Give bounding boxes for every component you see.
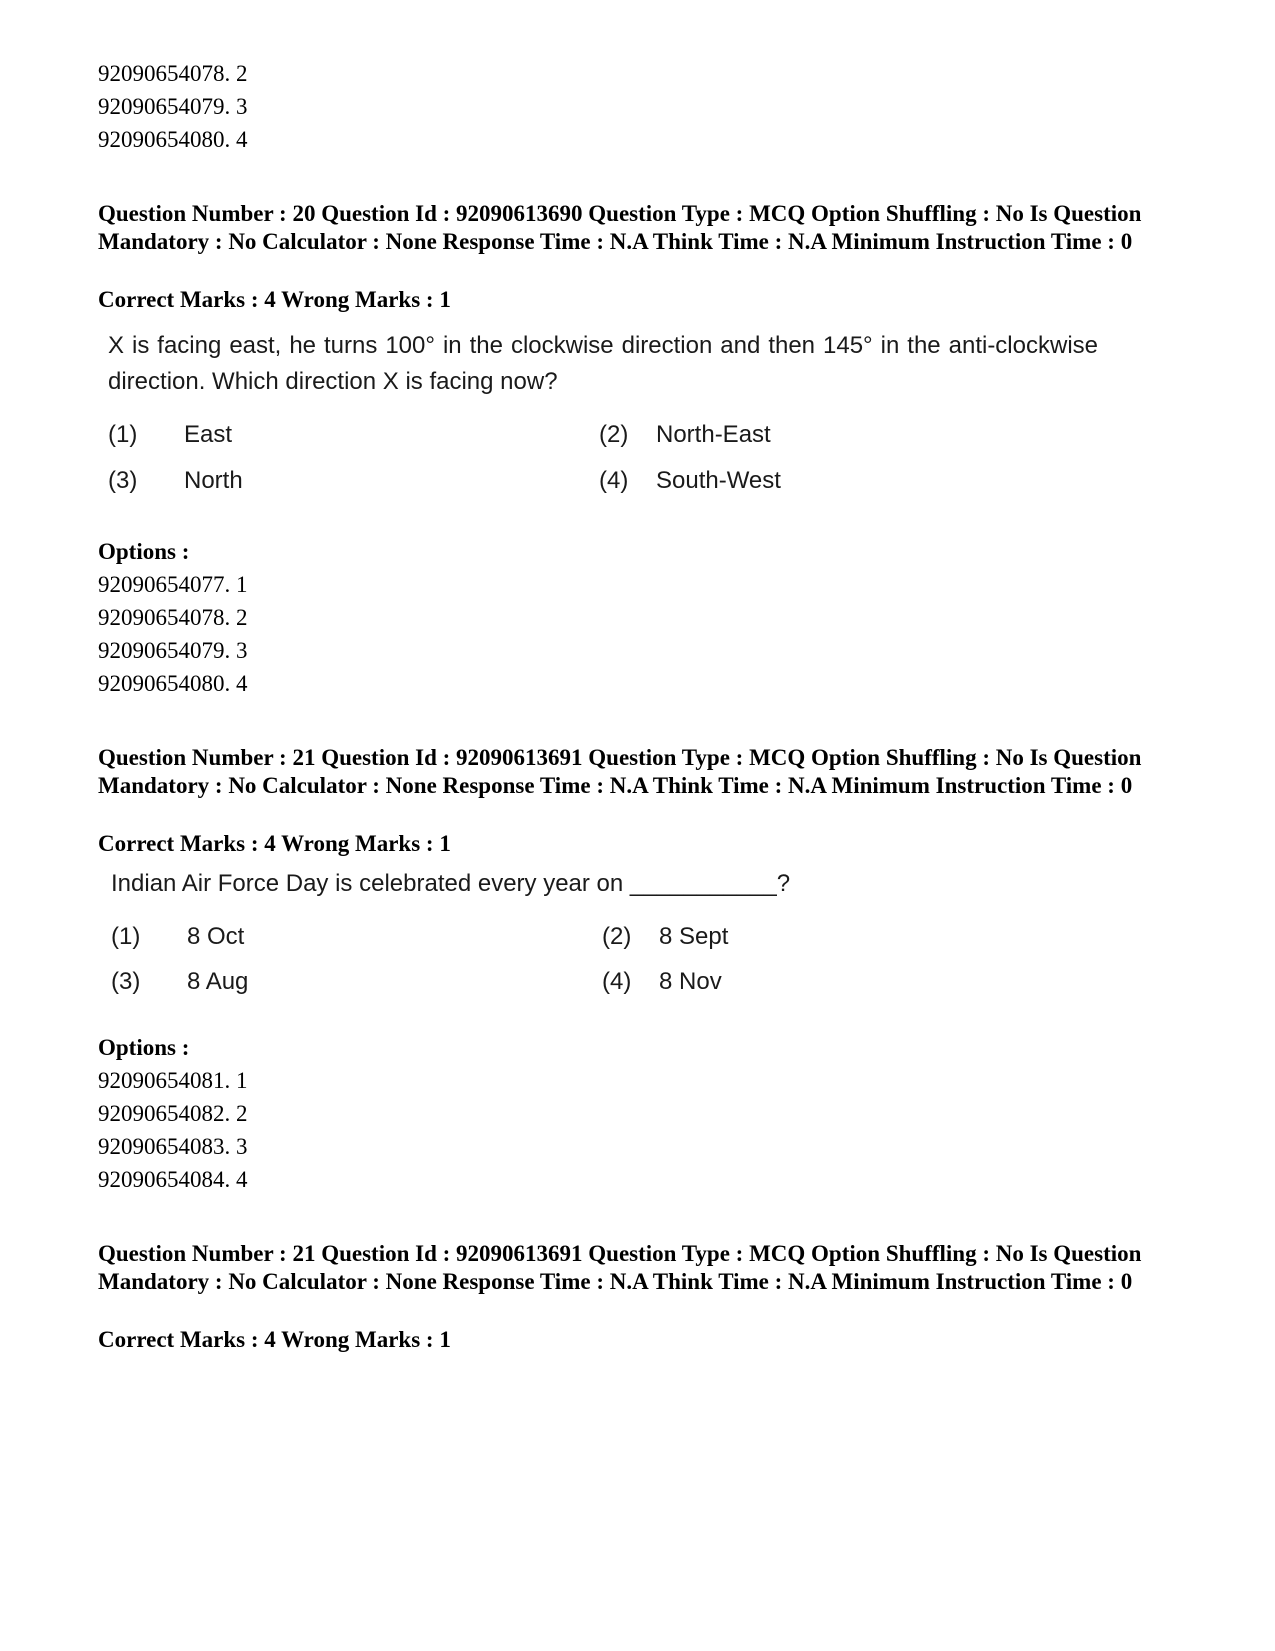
option-id: 92090654078. xyxy=(98,605,231,630)
question-meta: Question Number : 21 Question Id : 92090613691 Question Type : MCQ Option Shuffling : No Is Question Mandatory : No Calculator : None Response Time : N.A Think Time : N.A Minimum Instruction Time : 0 xyxy=(98,745,1142,798)
choice-text: 8 Nov xyxy=(659,968,722,995)
question-marks: Correct Marks : 4 Wrong Marks : 1 xyxy=(98,1327,451,1352)
choice-text: 8 Oct xyxy=(187,923,245,950)
question-meta: Question Number : 21 Question Id : 92090613691 Question Type : MCQ Option Shuffling : No Is Question Mandatory : No Calculator : None Response Time : N.A Think Time : N.A Minimum Instruction Time : 0 xyxy=(98,1241,1142,1294)
option-line xyxy=(98,670,248,698)
option-id: 92090654084. xyxy=(98,1167,231,1192)
choice-text: North-East xyxy=(656,421,771,448)
choice-number: (4) xyxy=(602,968,632,995)
option-id: 92090654080. xyxy=(98,127,231,152)
option-id: 92090654080. xyxy=(98,671,231,696)
option-id: 92090654083. xyxy=(98,1134,231,1159)
option-number: 1 xyxy=(236,572,248,597)
option-number: 3 xyxy=(236,94,248,119)
option-number: 4 xyxy=(236,671,248,696)
options-label: Options : xyxy=(98,539,190,564)
question-marks: Correct Marks : 4 Wrong Marks : 1 xyxy=(98,831,451,856)
choice-text: East xyxy=(184,421,233,448)
option-line xyxy=(98,126,248,154)
option-line xyxy=(98,637,248,665)
option-id: 92090654079. xyxy=(98,638,231,663)
options-label: Options : xyxy=(98,1035,190,1060)
option-line xyxy=(98,1133,248,1161)
question-text: X is facing east, he turns 100° in the clockwise direction and then 145° in the anti-clockwise direction. Which direction X is facing now? xyxy=(108,332,1098,395)
option-number: 4 xyxy=(236,1167,248,1192)
choice-text: South-West xyxy=(656,467,781,494)
option-id: 92090654078. xyxy=(98,61,231,86)
question-marks: Correct Marks : 4 Wrong Marks : 1 xyxy=(98,287,451,312)
option-line xyxy=(98,93,248,121)
choice-text: 8 Aug xyxy=(187,968,249,995)
option-number: 1 xyxy=(236,1068,248,1093)
option-number: 3 xyxy=(236,638,248,663)
option-number: 3 xyxy=(236,1134,248,1159)
choice-number: (3) xyxy=(108,467,138,494)
option-number: 2 xyxy=(236,61,248,86)
choice-number: (4) xyxy=(599,467,629,494)
option-id: 92090654079. xyxy=(98,94,231,119)
option-id: 92090654081. xyxy=(98,1068,231,1093)
choice-text: North xyxy=(184,467,243,494)
option-line xyxy=(98,571,248,599)
question-text: Indian Air Force Day is celebrated every year on ___________? xyxy=(111,870,791,897)
option-line xyxy=(98,1067,248,1095)
option-line xyxy=(98,60,248,88)
option-line xyxy=(98,1166,248,1194)
choice-number: (1) xyxy=(108,421,138,448)
option-number: 4 xyxy=(236,127,248,152)
question-meta: Question Number : 20 Question Id : 92090613690 Question Type : MCQ Option Shuffling : No Is Question Mandatory : No Calculator : None Response Time : N.A Think Time : N.A Minimum Instruction Time : 0 xyxy=(98,201,1142,254)
choice-number: (1) xyxy=(111,923,141,950)
choice-number: (2) xyxy=(602,923,632,950)
choice-number: (3) xyxy=(111,968,141,995)
option-line xyxy=(98,604,248,632)
option-id: 92090654077. xyxy=(98,572,231,597)
option-number: 2 xyxy=(236,605,248,630)
option-number: 2 xyxy=(236,1101,248,1126)
option-line xyxy=(98,1100,248,1128)
option-id: 92090654082. xyxy=(98,1101,231,1126)
choice-number: (2) xyxy=(599,421,629,448)
choice-text: 8 Sept xyxy=(659,923,729,950)
